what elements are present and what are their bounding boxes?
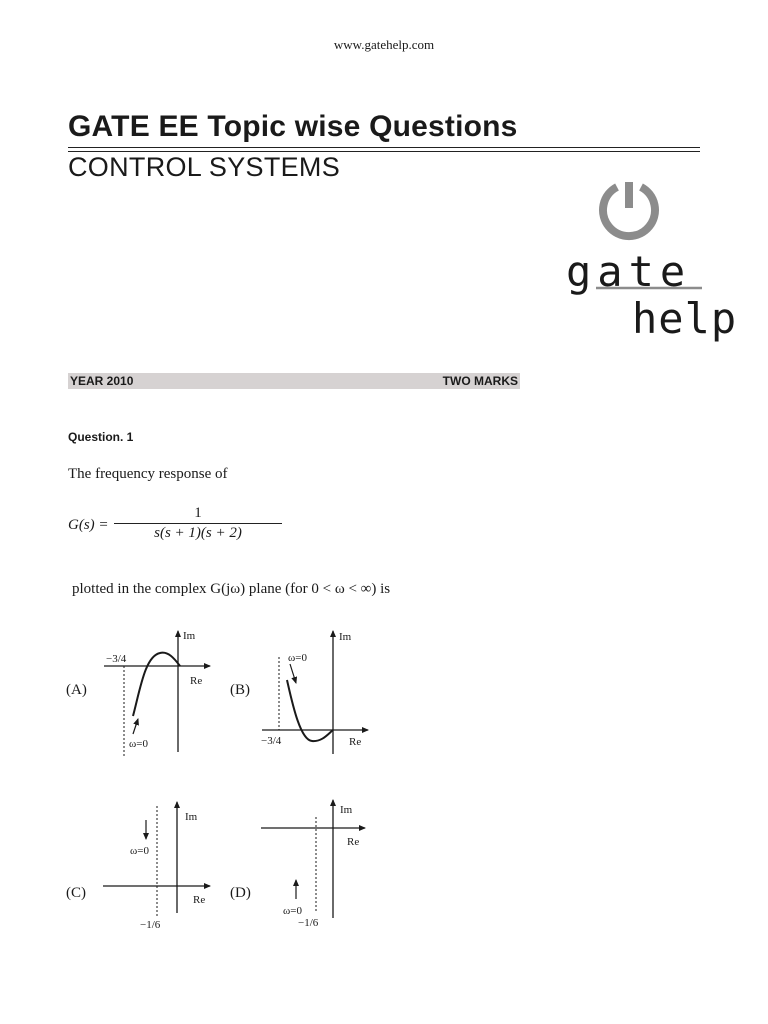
option-label: (C) (66, 885, 86, 901)
question-plot-text: plotted in the complex G(jω) plane (for 0 < ω < ∞) is (72, 581, 391, 597)
re-label: Re (349, 736, 362, 748)
formula-fraction (114, 505, 282, 542)
omega-label: ω=0 (129, 738, 148, 750)
im-label: Im (339, 631, 352, 643)
option-c[interactable] (66, 802, 210, 931)
omega-arrow (290, 664, 296, 683)
question-intro: The frequency response of (68, 466, 228, 482)
re-label: Re (193, 894, 206, 906)
logo-text-help: help (632, 294, 738, 343)
asymptote-label: −3/4 (261, 735, 282, 747)
marks-label: TWO MARKS (442, 374, 518, 388)
answer-options (0, 610, 768, 950)
formula-lhs: G(s) = (68, 517, 109, 533)
option-label: (D) (230, 885, 251, 901)
option-d[interactable] (230, 800, 365, 929)
omega-label: ω=0 (288, 652, 307, 664)
im-label: Im (183, 630, 196, 642)
gatehelp-logo (562, 178, 738, 348)
document-subtitle: CONTROL SYSTEMS (68, 152, 341, 182)
re-label: Re (347, 836, 360, 848)
section-band (68, 373, 520, 389)
power-button-icon (603, 182, 655, 236)
asymptote-label: −1/6 (140, 919, 161, 931)
formula-denominator: s(s + 1)(s + 2) (154, 525, 242, 541)
omega-label: ω=0 (130, 845, 149, 857)
year-label: YEAR 2010 (70, 374, 134, 388)
formula-numerator: 1 (194, 505, 202, 521)
option-a[interactable] (66, 630, 210, 758)
omega-label: ω=0 (283, 905, 302, 917)
nyquist-curve (133, 653, 180, 716)
logo-text-gate: gate (566, 247, 692, 296)
asymptote-label: −1/6 (298, 917, 319, 929)
asymptote-label: −3/4 (106, 653, 127, 665)
fraction-bar (114, 523, 282, 524)
document-title: GATE EE Topic wise Questions (68, 110, 518, 143)
omega-arrow (133, 719, 138, 734)
option-b[interactable] (230, 631, 368, 754)
title-rule (68, 147, 700, 148)
im-label: Im (340, 804, 353, 816)
option-label: (B) (230, 682, 250, 698)
im-label: Im (185, 811, 198, 823)
option-label: (A) (66, 682, 87, 698)
question-label: Question. 1 (68, 430, 134, 444)
nyquist-curve (287, 680, 333, 741)
re-label: Re (190, 675, 203, 687)
site-url[interactable]: www.gatehelp.com (333, 37, 435, 52)
